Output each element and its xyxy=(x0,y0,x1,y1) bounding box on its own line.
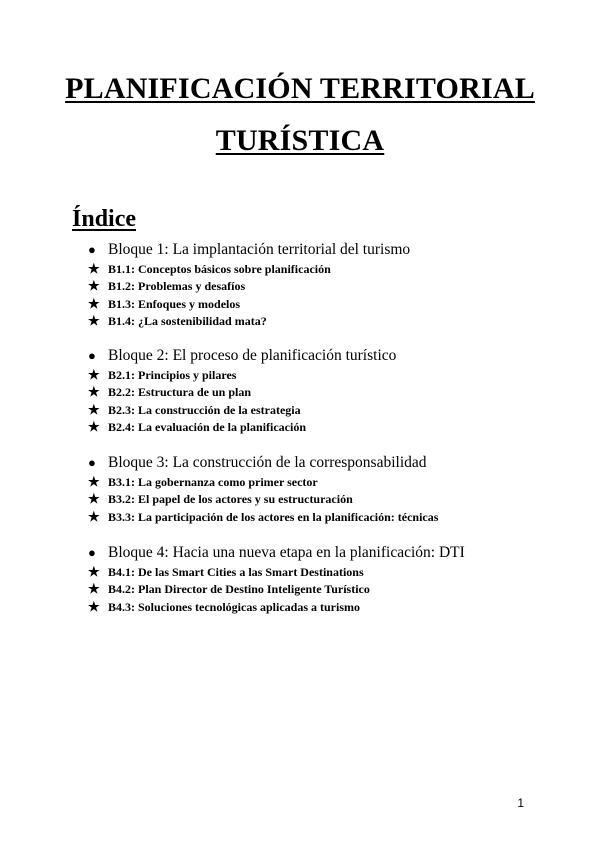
star-icon: ★ xyxy=(88,491,100,507)
index-item xyxy=(88,366,588,383)
index-item xyxy=(88,563,588,580)
star-icon: ★ xyxy=(88,581,100,597)
star-icon: ★ xyxy=(88,367,100,382)
star-icon: ★ xyxy=(88,401,100,417)
block-title-text: Bloque 4: Hacia una nueva etapa en la planificación: DTI xyxy=(108,544,465,561)
index-item xyxy=(88,383,588,400)
star-icon: ★ xyxy=(88,295,100,311)
index-item xyxy=(88,277,588,294)
index-item-text: B3.1: La gobernanza como primer sector xyxy=(108,475,318,489)
index-item-text: B1.1: Conceptos básicos sobre planificación xyxy=(108,262,331,276)
star-icon: ★ xyxy=(88,508,100,524)
index-item-text: B4.3: Soluciones tecnológicas aplicadas a turismo xyxy=(108,599,361,614)
index-item xyxy=(88,260,588,277)
index-item xyxy=(88,490,588,507)
index-item xyxy=(88,295,588,312)
bullet-icon: ● xyxy=(88,455,96,470)
index-item-text: B1.2: Problemas y desafíos xyxy=(108,279,246,294)
index-block-3 xyxy=(88,453,588,525)
page-number: 1 xyxy=(517,796,524,810)
index-block-4 xyxy=(88,543,588,615)
bullet-icon: ● xyxy=(88,348,96,363)
index-item xyxy=(88,401,588,418)
star-icon: ★ xyxy=(88,312,100,328)
star-icon: ★ xyxy=(88,384,100,400)
index-item-text: B2.4: La evaluación de la planificación xyxy=(108,419,307,434)
index-heading: Índice xyxy=(72,206,137,232)
star-icon: ★ xyxy=(88,261,100,276)
index-item xyxy=(88,580,588,597)
index-item-text: B2.1: Principios y pilares xyxy=(108,368,237,382)
index-item xyxy=(88,508,588,525)
index-item xyxy=(88,418,588,435)
index-item-text: B2.3: La construcción de la estrategia xyxy=(108,402,301,417)
star-icon: ★ xyxy=(88,598,100,614)
index-item-text: B2.2: Estructura de un plan xyxy=(108,385,252,400)
index-item xyxy=(88,312,588,329)
bullet-icon: ● xyxy=(88,545,96,560)
index-item-text: B4.1: De las Smart Cities a las Smart Destinations xyxy=(108,565,364,579)
star-icon: ★ xyxy=(88,474,100,489)
index-item xyxy=(88,473,588,490)
block-title xyxy=(88,543,588,563)
block-title-text: Bloque 1: La implantación territorial del turismo xyxy=(108,241,411,258)
block-title-text: Bloque 3: La construcción de la corresponsabilidad xyxy=(108,454,427,471)
bullet-icon: ● xyxy=(88,242,96,257)
document-title-line-2: TURÍSTICA xyxy=(215,124,385,157)
document-title-line-1: PLANIFICACIÓN TERRITORIAL xyxy=(65,72,535,105)
block-title xyxy=(88,240,588,260)
star-icon: ★ xyxy=(88,418,100,434)
block-title-text: Bloque 2: El proceso de planificación turístico xyxy=(108,347,397,364)
star-icon: ★ xyxy=(88,564,100,579)
index-block-1 xyxy=(88,240,588,329)
index-block-2 xyxy=(88,346,588,435)
index-item-text: B1.4: ¿La sostenibilidad mata? xyxy=(108,313,267,328)
index-item xyxy=(88,598,588,615)
block-title xyxy=(88,453,588,473)
block-title xyxy=(88,346,588,366)
index-item-text: B1.3: Enfoques y modelos xyxy=(108,296,241,311)
index-item-text: B4.2: Plan Director de Destino Inteligente Turístico xyxy=(108,582,370,597)
star-icon: ★ xyxy=(88,278,100,294)
index-item-text: B3.3: La participación de los actores en la planificación: técnicas xyxy=(108,509,439,524)
index-item-text: B3.2: El papel de los actores y su estructuración xyxy=(108,492,353,507)
